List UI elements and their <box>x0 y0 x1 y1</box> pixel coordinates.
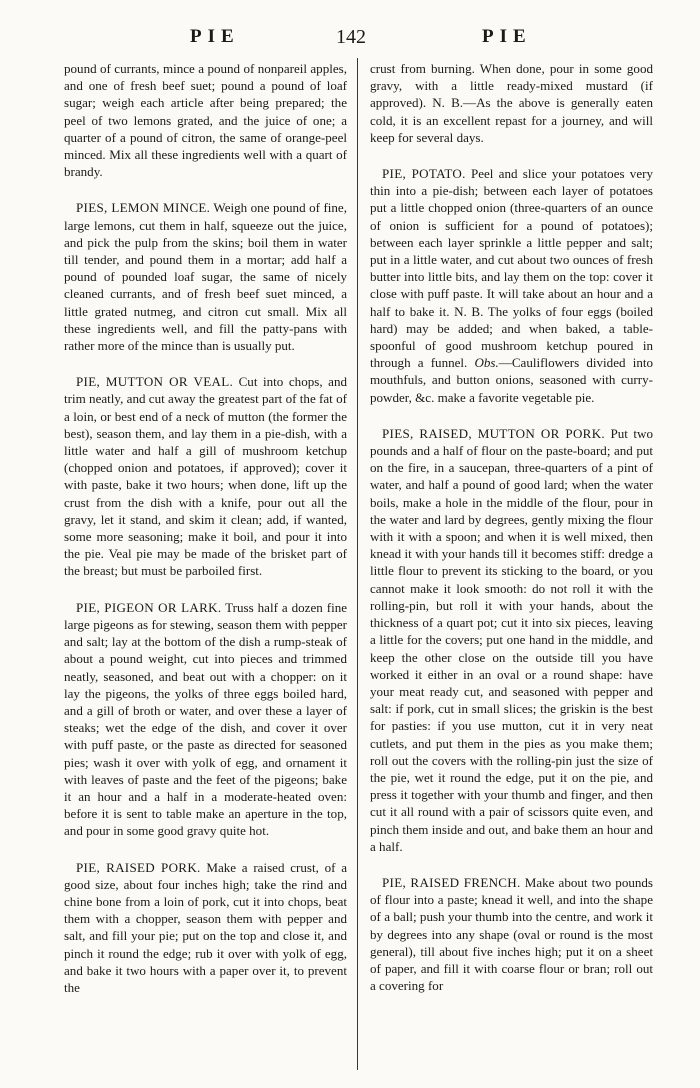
recipe-raised-pork <box>64 859 347 997</box>
recipe-heading: PIE, RAISED FRENCH. <box>382 874 521 890</box>
left-column <box>64 60 347 996</box>
recipe-heading: PIE, PIGEON OR LARK. <box>76 599 222 615</box>
recipe-text: Weigh one pound of fine, large lemons, cut them in half, squeeze out the juice, and pick the pulp from the skins; boil them in water till tender, and pound them in a mortar; add half a pound of pounded loaf sugar, the same of nicely cleaned currants, and of fresh beef suet minced, a little grated nutmeg, and citron cut small. Mix all these ingredients well, and fill the patty-pans with rather more of the mince than is usually put. <box>64 200 347 354</box>
recipe-raised-mutton-pork <box>370 425 653 855</box>
page-number: 142 <box>336 26 366 48</box>
recipe-continuation: pound of currants, mince a pound of nonpareil apples, and one of fresh beef suet; pound a pound of loaf sugar; weigh each article after being prepared; the peel of two lemons grated, and the juice of one; a quarter of a pound of citron, the same of orange-peel minced. Mix all these ingredients well with a quart of brandy. <box>64 61 347 180</box>
recipe-heading: PIE, MUTTON OR VEAL. <box>76 374 234 390</box>
recipe-text: Truss half a dozen fine large pigeons as for stewing, season them with pepper and salt; lay at the bottom of the dish a rump-steak of about a pound weight, cut into pieces and trimmed neatly, seasoned, and beat out with a chopper: on it lay the pigeons, the yolks of three eggs boiled hard, and a gill of broth or water, and over these a layer of steaks; wet the edge of the dish, and cover it over with puff paste, or the paste as directed for seasoned pies; wash it over with yolk of egg, and ornament it with leaves of paste and the feet of the pigeons; bake it an hour and a half in a moderate-heated oven: before it is sent to table make an aperture in the top, and pour in some good gravy quite hot. <box>64 599 348 839</box>
recipe-text: Make a raised crust, of a good size, about four inches high; take the rind and chine bone from a loin of pork, cut it into chops, beat them with a chopper, season them with pepper and salt, and fill your pie; put on the top and close it, and pinch it round the edge; rub it over with yolk of egg, and bake it two hours with a paper over it, to prevent the <box>64 859 348 995</box>
recipe-lemon-mince <box>64 199 347 354</box>
running-header <box>0 26 700 52</box>
recipe-heading: PIE, RAISED PORK. <box>76 859 201 875</box>
obs-label: Obs. <box>474 355 499 371</box>
recipe-continuation: crust from burning. When done, pour in some good gravy, with a little ready-mixed mustard (if approved). N. B.—As the above is generally eaten cold, it is an excellent repast for a journey, and will keep for several days. <box>370 61 653 145</box>
recipe-text: Peel and slice your potatoes very thin into a pie-dish; between each layer of potatoes put a little chopped onion (three-quarters of an ounce of onion is sufficient for a pound of potatoes); between each layer sprinkle a little pepper and salt; put in a little water, and cut about two ounces of fresh butter into little bits, and lay them on the top: cover it close with puff paste. It will take about an hour and a half to bake it. N. B. The yolks of four eggs (boiled hard) may be added; and when baked, a table-spoonful of good mushroom ketchup poured in through a funnel. <box>370 166 653 371</box>
recipe-text: Put two pounds and a half of flour on the paste-board; and put on the fire, in a saucepan, three-quarters of a pint of water, and half a pound of good lard; when the water boils, make a hole in the middle of the flour, pour in the water and lard by degrees, gently mixing the flour with it with a spoon; and when it is well mixed, then knead it with your hands till it becomes stiff: dredge a little flour to prevent its sticking to the board, or you cannot make it look smooth: do not roll it with the rolling-pin, but roll it with your hands, about the thickness of a quart pot; cut it into six pieces, leaving a little for the covers; put one hand in the middle, and keep the other close on the outside till you have worked it either in an oval or a round shape: have your meat ready cut, and seasoned with pepper and salt: if pork, cut in small slices; the griskin is the best for pasties: if you use mutton, cut it in very neat cutlets, and put them in the pies as you make them; roll out the covers with the rolling-pin just the size of the pie, wet it round the edge, put it on the pie, and press it together with your thumb and finger, and then cut it all round with a pair of scissors quite even, and pinch them inside and out, and bake them an hour and a half. <box>370 425 653 854</box>
recipe-heading: PIES, RAISED, MUTTON OR PORK. <box>382 425 605 441</box>
obs-text: —Cauliflowers divided into mouthfuls, and button onions, seasoned with curry-powder, &c. make a favorite vegetable pie. <box>370 355 653 405</box>
recipe-mutton-veal <box>64 373 347 579</box>
recipe-heading: PIE, POTATO. <box>382 166 466 182</box>
recipe-text: Cut into chops, and trim neatly, and cut away the greatest part of the fat of a loin, or best end of a neck of mutton (the former the best), season them, and lay them in a pie-dish, with a little water and half a gill of mushroom ketchup (chopped onion and potatoes, if approved); cover it with paste, bake it two hours; when done, lift up the crust from the dish with a knife, pour out all the gravy, let it stand, and skim it clean; add, if wanted, some more seasoning; make it boil, and pour it into the pie. Veal pie may be made of the brisket part of the breast; but must be parboiled first. <box>64 374 347 579</box>
header-left-word: PIE <box>190 26 240 47</box>
header-right-word: PIE <box>482 26 532 47</box>
recipe-raised-french <box>370 874 653 994</box>
recipe-heading: PIES, LEMON MINCE. <box>76 200 211 216</box>
right-column <box>370 60 653 994</box>
recipe-pigeon-lark <box>64 599 347 840</box>
recipe-text: Make about two pounds of flour into a paste; knead it well, and into the shape of a ball; push your thumb into the centre, and work it by degrees into any shape (oval or round is the most general), till about five inches high; put it on a sheet of paper, and fill it with coarse flour or bran; roll out a covering for <box>370 874 653 994</box>
recipe-potato <box>370 165 653 406</box>
column-divider <box>357 58 358 1070</box>
